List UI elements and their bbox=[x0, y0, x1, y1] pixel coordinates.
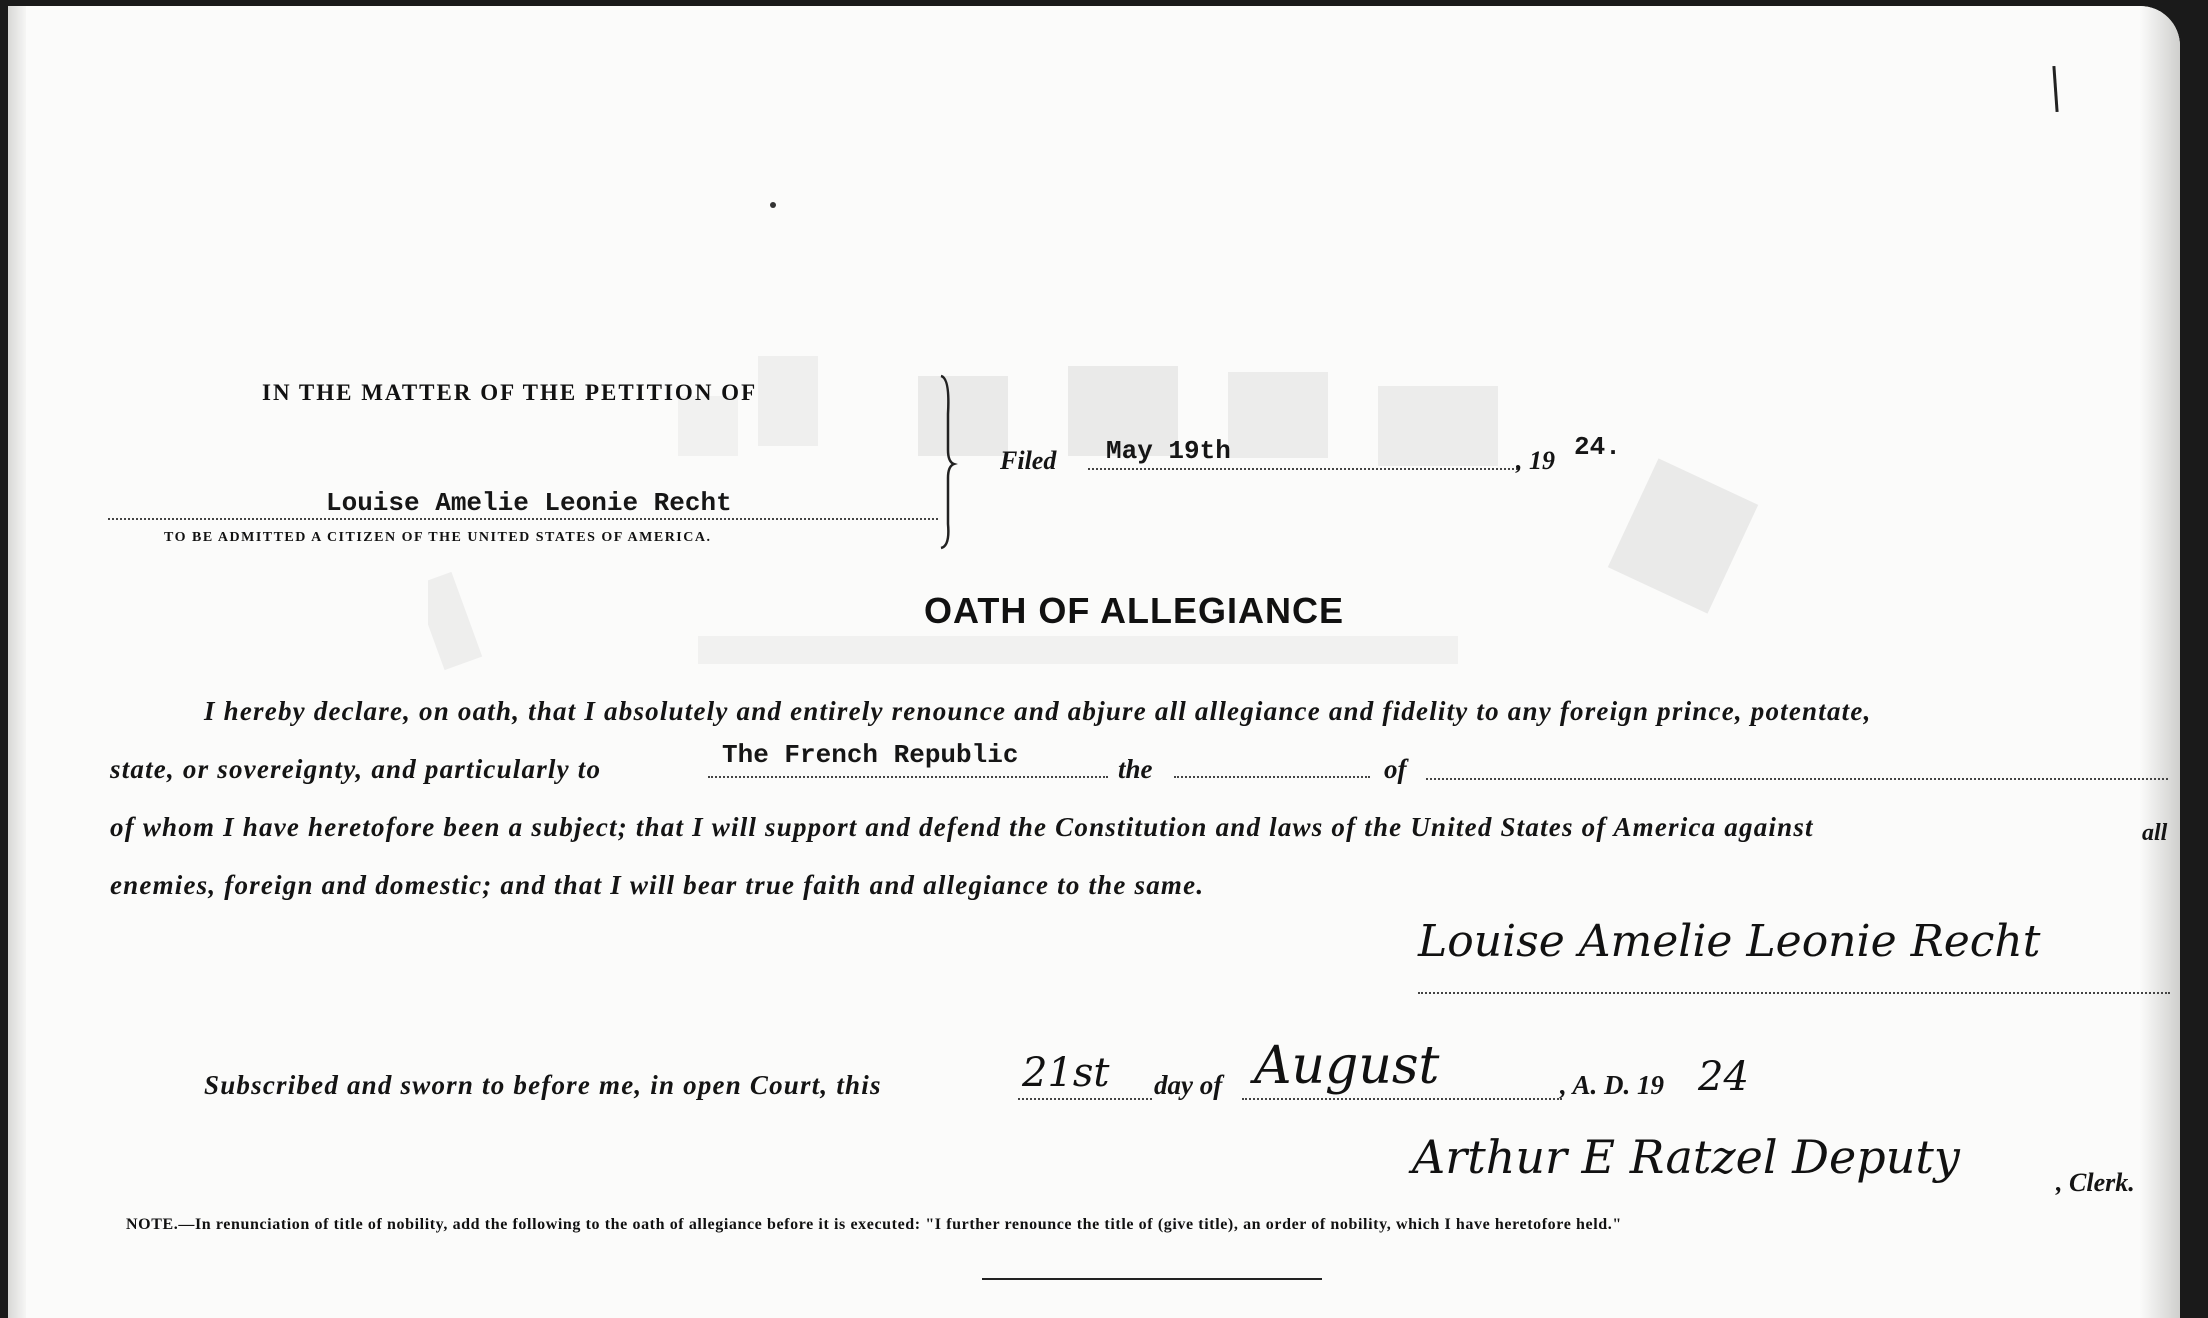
sovereign-name: The French Republic bbox=[722, 740, 1019, 770]
filed-label: Filed bbox=[1000, 446, 1057, 475]
country-blank-line bbox=[1426, 778, 2168, 780]
sworn-day: 21st bbox=[1022, 1050, 1110, 1096]
filed-year-prefix: , 19 bbox=[1516, 446, 1555, 475]
oath-line-4: enemies, foreign and domestic; and that I will bear true faith and allegiance to the same. bbox=[110, 870, 1205, 900]
filed-year-suffix: 24. bbox=[1574, 432, 1621, 462]
scan-edge-right bbox=[2140, 6, 2180, 1318]
header-bracket bbox=[938, 374, 958, 550]
filed-date: May 19th bbox=[1106, 436, 1231, 466]
matter-caption: IN THE MATTER OF THE PETITION OF bbox=[262, 380, 758, 405]
oath-line-2-the: the bbox=[1118, 754, 1153, 784]
scan-edge-left bbox=[8, 6, 26, 1318]
page-title: OATH OF ALLEGIANCE bbox=[924, 590, 1344, 631]
sworn-day-of: day of bbox=[1154, 1070, 1223, 1100]
sworn-month: August bbox=[1254, 1036, 1440, 1096]
clerk-signature: Arthur E Ratzel Deputy bbox=[1412, 1130, 1960, 1184]
sworn-year: 24 bbox=[1698, 1054, 1749, 1100]
stray-dot bbox=[770, 202, 776, 208]
oath-line-2-of: of bbox=[1384, 754, 1407, 784]
petitioner-signature-line bbox=[1418, 992, 2170, 994]
document-page bbox=[8, 6, 2180, 1318]
petitioner-name: Louise Amelie Leonie Recht bbox=[326, 488, 732, 518]
nobility-note: NOTE.—In renunciation of title of nobility, add the following to the oath of allegiance before it is executed: "I further renounce the title of (give title), an order of nobility, which I have heretofore held." bbox=[126, 1216, 1622, 1233]
oath-line-3: of whom I have heretofore been a subject; that I will support and defend the Constitution and laws of the United States of America against bbox=[110, 812, 1814, 842]
oath-line-1: I hereby declare, on oath, that I absolutely and entirely renounce and abjure all allegiance and fidelity to any foreign prince, potentate, bbox=[204, 696, 1872, 726]
sworn-prefix: Subscribed and sworn to before me, in open Court, this bbox=[204, 1070, 882, 1100]
bottom-rule bbox=[982, 1278, 1322, 1280]
clerk-label: , Clerk. bbox=[2056, 1168, 2135, 1197]
petitioner-name-line bbox=[108, 518, 938, 520]
admission-caption: TO BE ADMITTED A CITIZEN OF THE UNITED STATES OF AMERICA. bbox=[164, 530, 712, 545]
stray-pen-mark bbox=[2052, 66, 2058, 112]
petitioner-signature: Louise Amelie Leonie Recht bbox=[1418, 916, 2041, 967]
filed-date-line bbox=[1088, 468, 1518, 470]
sworn-ad: , A. D. 19 bbox=[1560, 1070, 1665, 1100]
sovereign-line bbox=[708, 776, 1108, 778]
sworn-day-line bbox=[1018, 1098, 1152, 1100]
oath-line-2-prefix: state, or sovereignty, and particularly to bbox=[110, 754, 602, 784]
oath-line-3-tail: all bbox=[2142, 820, 2168, 846]
title-blank-line bbox=[1174, 776, 1370, 778]
sworn-month-line bbox=[1242, 1098, 1562, 1100]
